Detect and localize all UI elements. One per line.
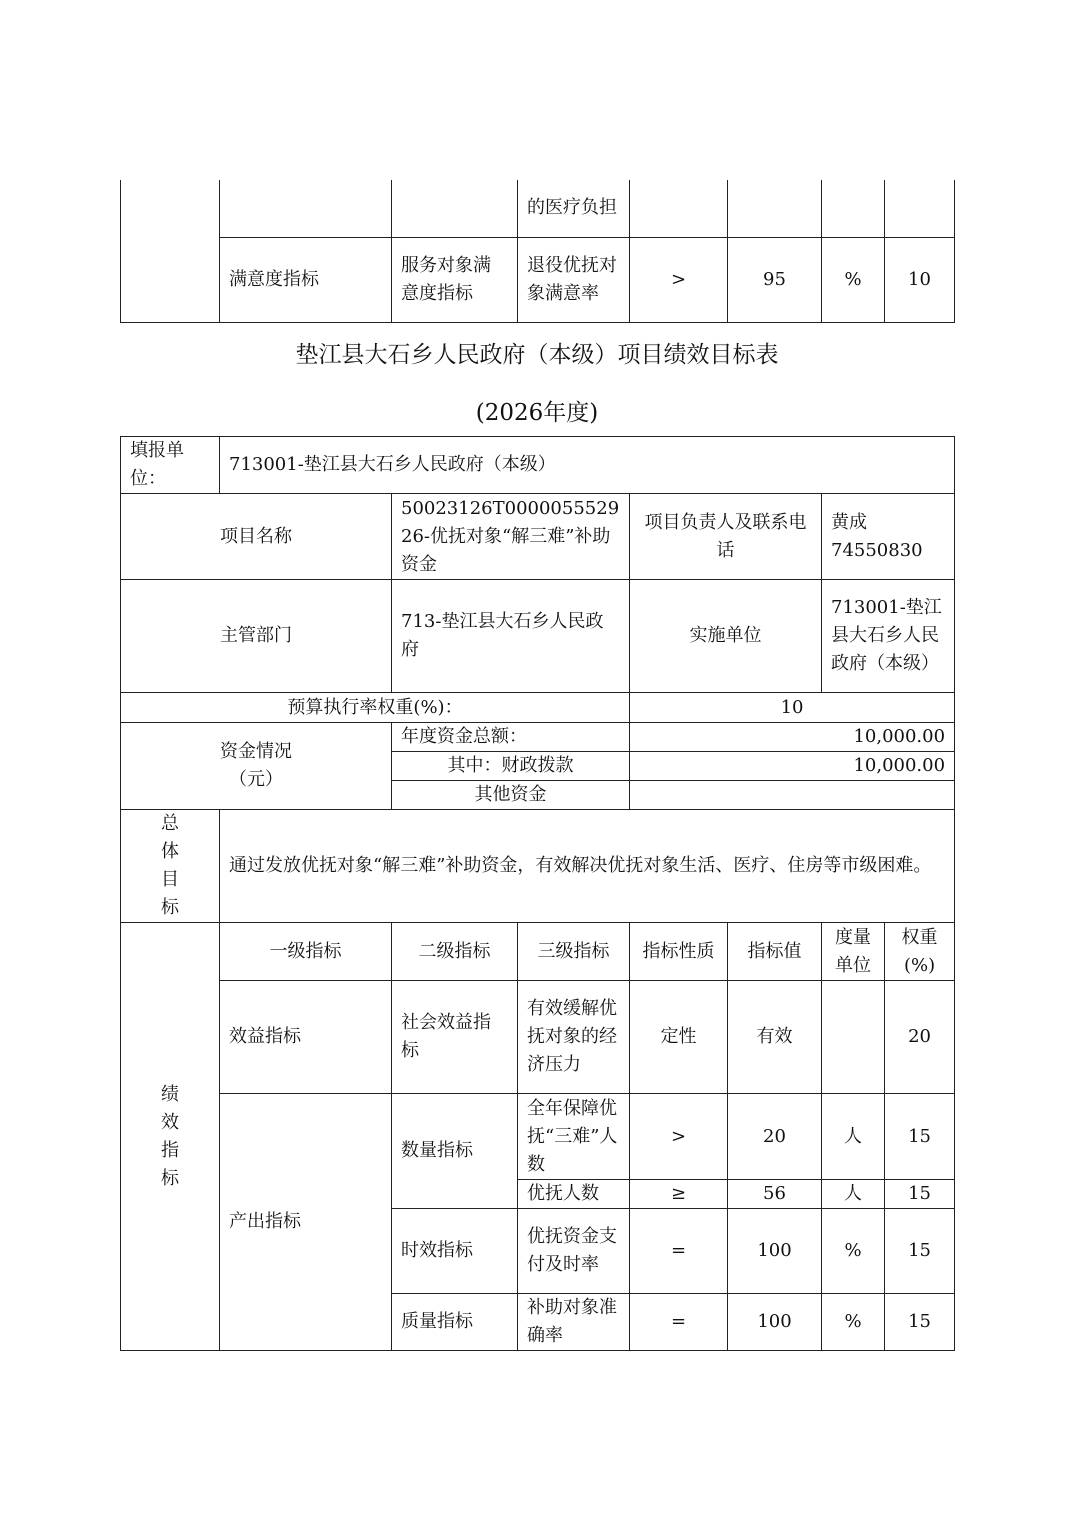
table-row [121, 1094, 955, 1180]
level2-cell: 服务对象满意度指标 [392, 237, 518, 322]
header-nature: 指标性质 [630, 923, 728, 981]
header-level3: 三级指标 [518, 923, 630, 981]
value-cell: 100 [728, 1209, 822, 1294]
level3-cell: 优抚人数 [518, 1180, 630, 1209]
dept-label: 主管部门 [121, 580, 392, 693]
level3-cell: 退役优抚对象满意率 [518, 237, 630, 322]
page-subtitle: (2026年度) [475, 400, 599, 426]
level1-cell: 效益指标 [220, 981, 392, 1094]
table-row [121, 981, 955, 1094]
level2-cell: 社会效益指标 [392, 981, 518, 1094]
value-cell: 20 [728, 1094, 822, 1180]
project-name-value: 50023126T000005552926-优抚对象“解三难”补助资金 [392, 494, 630, 580]
project-name-label: 项目名称 [121, 494, 392, 580]
budget-weight-value: 10 [630, 693, 955, 723]
level2-cell: 时效指标 [392, 1209, 518, 1294]
empty-cell [728, 180, 822, 237]
unit-cell: % [822, 1209, 885, 1294]
impl-value: 713001-垫江县大石乡人民政府（本级） [822, 580, 955, 693]
page-title: 垫江县大石乡人民政府（本级）项目绩效目标表 [295, 342, 779, 368]
weight-cell: 15 [885, 1294, 955, 1351]
nature-cell: = [630, 1294, 728, 1351]
impl-label: 实施单位 [630, 580, 822, 693]
dept-value: 713-垫江县大石乡人民政府 [392, 580, 630, 693]
header-weight: 权重(%) [885, 923, 955, 981]
unit-cell: % [822, 237, 885, 322]
reporting-unit-value: 713001-垫江县大石乡人民政府（本级） [220, 437, 955, 494]
goal-text: 通过发放优抚对象“解三难”补助资金，有效解决优抚对象生活、医疗、住房等市级困难。 [220, 810, 955, 923]
level3-cell: 的医疗负担 [518, 180, 630, 237]
level3-cell: 补助对象准确率 [518, 1294, 630, 1351]
header-value: 指标值 [728, 923, 822, 981]
other-funds-label: 其他资金 [392, 781, 630, 810]
level3-cell: 有效缓解优抚对象的经济压力 [518, 981, 630, 1094]
nature-cell: ≥ [630, 1180, 728, 1209]
empty-cell [121, 180, 220, 322]
level3-cell: 全年保障优抚“三难”人数 [518, 1094, 630, 1180]
annual-total-label: 年度资金总额： [392, 723, 630, 752]
fiscal-value: 10,000.00 [630, 752, 955, 781]
level1-cell: 产出指标 [220, 1094, 392, 1351]
contact-value: 黄成 74550830 [822, 494, 955, 580]
header-level1: 一级指标 [220, 923, 392, 981]
weight-cell: 15 [885, 1094, 955, 1180]
annual-total-value: 10,000.00 [630, 723, 955, 752]
header-unit: 度量单位 [822, 923, 885, 981]
value-cell: 56 [728, 1180, 822, 1209]
empty-cell [220, 180, 392, 237]
unit-cell: 人 [822, 1180, 885, 1209]
weight-cell: 15 [885, 1209, 955, 1294]
level3-cell: 优抚资金支付及时率 [518, 1209, 630, 1294]
nature-cell: > [630, 1094, 728, 1180]
performance-target-table [120, 436, 955, 1351]
value-cell: 95 [728, 237, 822, 322]
unit-cell: 人 [822, 1094, 885, 1180]
level1-cell: 满意度指标 [220, 237, 392, 322]
value-cell: 100 [728, 1294, 822, 1351]
fiscal-label: 其中：财政拨款 [392, 752, 630, 781]
nature-cell: > [630, 237, 728, 322]
goal-label: 总体目标 [121, 810, 220, 923]
header-level2: 二级指标 [392, 923, 518, 981]
weight-cell: 20 [885, 981, 955, 1094]
level2-cell: 数量指标 [392, 1094, 518, 1209]
nature-cell: 定性 [630, 981, 728, 1094]
unit-cell: % [822, 1294, 885, 1351]
funds-label: 资金情况（元） [121, 723, 392, 810]
weight-cell: 10 [885, 237, 955, 322]
previous-table-fragment [120, 180, 955, 323]
budget-weight-label: 预算执行率权重(%)： [121, 693, 630, 723]
reporting-unit-label: 填报单位： [121, 437, 220, 494]
value-cell: 有效 [728, 981, 822, 1094]
weight-cell: 15 [885, 1180, 955, 1209]
empty-cell [392, 180, 518, 237]
other-funds-value [630, 781, 955, 810]
contact-label: 项目负责人及联系电话 [630, 494, 822, 580]
unit-cell [822, 981, 885, 1094]
perf-label: 绩效指标 [121, 923, 220, 1351]
empty-cell [630, 180, 728, 237]
level2-cell: 质量指标 [392, 1294, 518, 1351]
empty-cell [822, 180, 885, 237]
empty-cell [885, 180, 955, 237]
nature-cell: = [630, 1209, 728, 1294]
